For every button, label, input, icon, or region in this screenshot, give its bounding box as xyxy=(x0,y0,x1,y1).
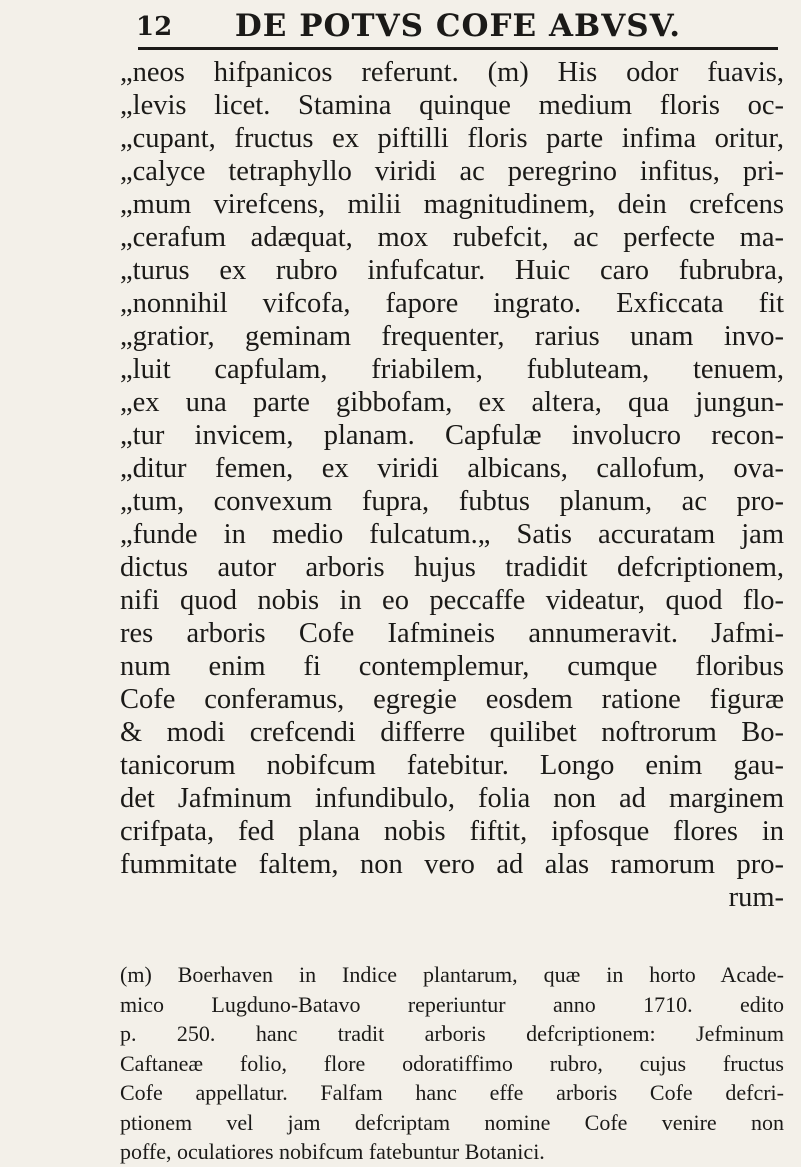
footnote xyxy=(120,960,784,1167)
catchword: rum- xyxy=(728,882,784,913)
running-title: DE POTVS COFE ABVSV. xyxy=(234,8,682,44)
text-line: „tur invicem, planam. Capfulæ involucro recon- xyxy=(120,420,784,451)
header-rule xyxy=(138,47,778,50)
text-line: & modi crefcendi differre quilibet noftrorum Bo- xyxy=(120,717,784,748)
text-line: tanicorum nobifcum fatebitur. Longo enim gau- xyxy=(120,750,784,781)
text-line: „turus ex rubro infufcatur. Huic caro fubrubra, xyxy=(120,255,784,286)
text-line: nifi quod nobis in eo peccaffe videatur, quod flo- xyxy=(120,585,784,616)
footnote-line: Cofe appellatur. Falfam hanc effe arboris Cofe defcri- xyxy=(120,1080,784,1105)
text-line: Cofe conferamus, egregie eosdem ratione figuræ xyxy=(120,684,784,715)
footnote-line: p. 250. hanc tradit arboris defcriptionem: Jefminum xyxy=(120,1021,784,1046)
text-line: dictus autor arboris hujus tradidit defcriptionem, xyxy=(120,552,784,583)
text-line: „cupant, fructus ex piftilli floris parte infima oritur, xyxy=(120,123,784,154)
text-line: res arboris Cofe Iafmineis annumeravit. Jafmi- xyxy=(120,618,784,649)
footnote-line: ptionem vel jam defcriptam nomine Cofe venire non xyxy=(120,1109,784,1135)
page-header xyxy=(128,4,788,52)
footnote-line: Caftaneæ folio, flore odoratiffimo rubro, cujus fructus xyxy=(120,1050,784,1076)
text-line: crifpata, fed plana nobis fiftit, ipfosque flores in xyxy=(120,816,784,847)
text-line: „ex una parte gibbofam, ex altera, qua jungun- xyxy=(120,387,784,418)
text-line: det Jafminum infundibulo, folia non ad marginem xyxy=(120,783,784,814)
footnote-line: poffe, oculatiores nobifcum fatebuntur Botanici. xyxy=(120,1139,545,1164)
text-line: „nonnihil vifcofa, fapore ingrato. Exficcata fit xyxy=(120,288,784,319)
text-line: „cerafum adæquat, mox rubefcit, ac perfecte ma- xyxy=(120,222,784,253)
text-line: „calyce tetraphyllo viridi ac peregrino infitus, pri- xyxy=(120,156,784,187)
text-line: „gratior, geminam frequenter, rarius unam invo- xyxy=(120,321,784,352)
text-line: „ditur femen, ex viridi albicans, callofum, ova- xyxy=(120,453,784,484)
text-line: „mum virefcens, milii magnitudinem, dein crefcens xyxy=(120,189,784,220)
main-text xyxy=(120,56,784,914)
text-line: „neos hifpanicos referunt. (m) His odor fuavis, xyxy=(120,57,784,88)
text-line: „tum, convexum fupra, fubtus planum, ac pro- xyxy=(120,486,784,517)
text-line: „levis licet. Stamina quinque medium floris oc- xyxy=(120,90,784,121)
text-line: „luit capfulam, friabilem, fubluteam, tenuem, xyxy=(120,354,784,385)
footnote-line: mico Lugduno-Batavo reperiuntur anno 1710. edito xyxy=(120,991,784,1017)
text-line: num enim fi contemplemur, cumque floribus xyxy=(120,651,784,682)
text-line: fummitate faltem, non vero ad alas ramorum pro- xyxy=(120,849,784,880)
text-line: „funde in medio fulcatum.„ Satis accuratam jam xyxy=(120,519,784,550)
page-number: 12 xyxy=(136,12,173,42)
footnote-line: (m) Boerhaven in Indice plantarum, quæ in horto Acade- xyxy=(120,962,784,987)
